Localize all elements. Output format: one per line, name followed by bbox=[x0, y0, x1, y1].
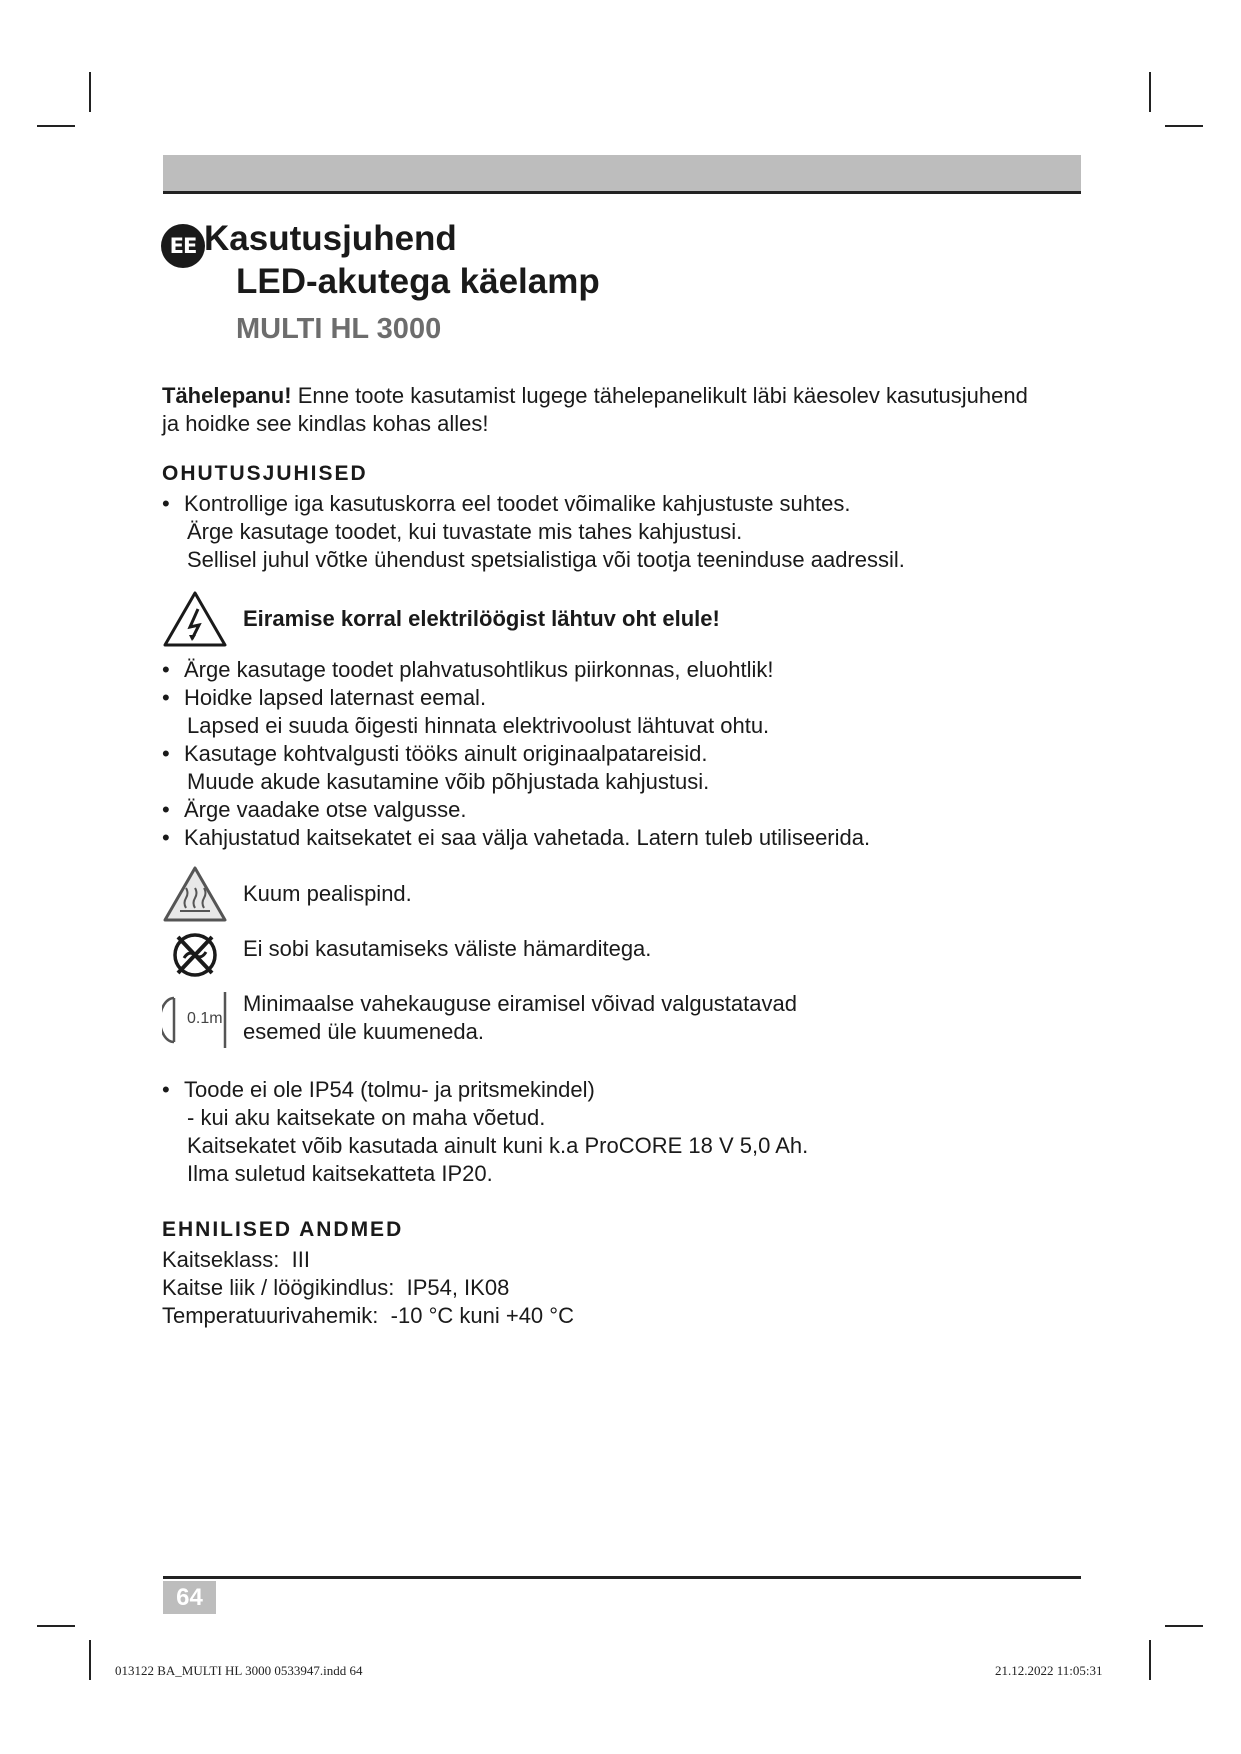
list-item bbox=[162, 1076, 808, 1188]
footer-rule bbox=[163, 1576, 1081, 1579]
list-item-text: Ärge kasutage toodet plahvatusohtlikus piirkonnas, eluohtlik! bbox=[184, 657, 774, 682]
no-dimmer-row bbox=[162, 925, 228, 985]
bullet: • bbox=[162, 1077, 170, 1102]
crop-mark bbox=[37, 1625, 75, 1627]
bullet: • bbox=[162, 797, 170, 822]
distance-label: 0.1m bbox=[187, 1010, 223, 1027]
tech-data bbox=[162, 1246, 574, 1330]
list-item-text: Ilma suletud kaitsekatteta IP20. bbox=[187, 1161, 493, 1186]
list-item-text: - kui aku kaitsekate on maha võetud. bbox=[187, 1105, 546, 1130]
list-item-text: Hoidke lapsed laternast eemal. bbox=[184, 685, 487, 710]
crop-mark bbox=[1165, 1625, 1203, 1627]
distance-text bbox=[243, 990, 797, 1046]
language-badge: EE bbox=[161, 224, 205, 268]
notice-paragraph bbox=[162, 382, 1092, 438]
section-heading: EHNILISED ANDMED bbox=[162, 1218, 404, 1241]
list-item-text: Toode ei ole IP54 (tolmu- ja pritsmekindel) bbox=[184, 1077, 595, 1102]
list-item-text: Kontrollige iga kasutuskorra eel toodet võimalike kahjustuste suhtes. bbox=[184, 491, 851, 516]
tech-value: IP54, IK08 bbox=[406, 1275, 510, 1300]
no-dimmer-text: Ei sobi kasutamiseks väliste hämarditega. bbox=[243, 936, 652, 961]
slug-timestamp: 21.12.2022 11:05:31 bbox=[995, 1663, 1103, 1678]
tech-label: Temperatuurivahemik: bbox=[162, 1303, 379, 1328]
product-title: LED-akutega käelamp bbox=[236, 262, 600, 301]
bullet: • bbox=[162, 657, 170, 682]
safety-intro-list bbox=[162, 490, 905, 574]
crop-mark bbox=[89, 1640, 91, 1680]
tech-value: -10 °C kuni +40 °C bbox=[390, 1303, 574, 1328]
crop-mark bbox=[89, 72, 91, 112]
page-number: 64 bbox=[163, 1581, 216, 1614]
bullet: • bbox=[162, 685, 170, 710]
tech-label: Kaitseklass: bbox=[162, 1247, 280, 1272]
bullet: • bbox=[162, 491, 170, 516]
crop-mark bbox=[1165, 125, 1203, 127]
hot-surface-icon bbox=[162, 864, 228, 924]
tech-label: Kaitse liik / löögikindlus: bbox=[162, 1275, 395, 1300]
notice-label: Tähelepanu! bbox=[162, 383, 292, 408]
hot-surface-text: Kuum pealispind. bbox=[243, 881, 412, 906]
list-item bbox=[162, 740, 870, 796]
notice-text: Enne toote kasutamist lugege tähelepanelikult läbi käesolev kasutusjuhend bbox=[291, 383, 1028, 408]
notice-text: ja hoidke see kindlas kohas alles! bbox=[162, 411, 489, 436]
distance-text-line: esemed üle kuumeneda. bbox=[243, 1019, 484, 1044]
list-item-text: Kaitsekatet võib kasutada ainult kuni k.a ProCORE 18 V 5,0 Ah. bbox=[187, 1133, 809, 1158]
list-item bbox=[162, 656, 870, 684]
tech-value: III bbox=[291, 1247, 310, 1272]
list-item-text: Ärge vaadake otse valgusse. bbox=[184, 797, 467, 822]
crop-mark bbox=[37, 125, 75, 127]
hot-surface-row bbox=[162, 864, 228, 924]
list-item-text: Lapsed ei suuda õigesti hinnata elektrivoolust lähtuvat ohtu. bbox=[187, 713, 770, 738]
tech-row bbox=[162, 1302, 574, 1330]
list-item-text: Muude akude kasutamine võib põhjustada kahjustusi. bbox=[187, 769, 710, 794]
model-name: MULTI HL 3000 bbox=[236, 313, 442, 345]
electric-warning-text: Eiramise korral elektrilöögist lähtuv oht elule! bbox=[243, 606, 720, 631]
tech-row bbox=[162, 1246, 574, 1274]
bullet: • bbox=[162, 825, 170, 850]
list-item-text: Sellisel juhul võtke ühendust spetsialistiga või tootja teeninduse aadressil. bbox=[187, 547, 905, 572]
section-heading: OHUTUSJUHISED bbox=[162, 462, 368, 485]
no-dimmer-icon bbox=[162, 925, 228, 985]
list-item bbox=[162, 796, 870, 824]
list-item-text: Kasutage kohtvalgusti tööks ainult originaalpatareisid. bbox=[184, 741, 708, 766]
distance-row bbox=[162, 990, 228, 1050]
ip-list bbox=[162, 1076, 808, 1188]
crop-mark bbox=[1149, 72, 1151, 112]
crop-mark bbox=[1149, 1640, 1151, 1680]
minimum-distance-icon bbox=[162, 990, 228, 1050]
electric-shock-warning-icon bbox=[162, 589, 228, 649]
header-band bbox=[163, 155, 1081, 194]
safety-list bbox=[162, 656, 870, 852]
list-item bbox=[162, 490, 905, 574]
list-item-text: Ärge kasutage toodet, kui tuvastate mis tahes kahjustusi. bbox=[187, 519, 743, 544]
list-item-text: Kahjustatud kaitsekatet ei saa välja vahetada. Latern tuleb utiliseerida. bbox=[184, 825, 871, 850]
tech-row bbox=[162, 1274, 574, 1302]
page-title: Kasutusjuhend bbox=[204, 219, 457, 258]
list-item bbox=[162, 684, 870, 740]
slug-file-info: 013122 BA_MULTI HL 3000 0533947.indd 64 bbox=[115, 1663, 363, 1678]
electric-warning-row bbox=[162, 589, 228, 649]
distance-text-line: Minimaalse vahekauguse eiramisel võivad valgustatavad bbox=[243, 991, 797, 1016]
list-item bbox=[162, 824, 870, 852]
bullet: • bbox=[162, 741, 170, 766]
